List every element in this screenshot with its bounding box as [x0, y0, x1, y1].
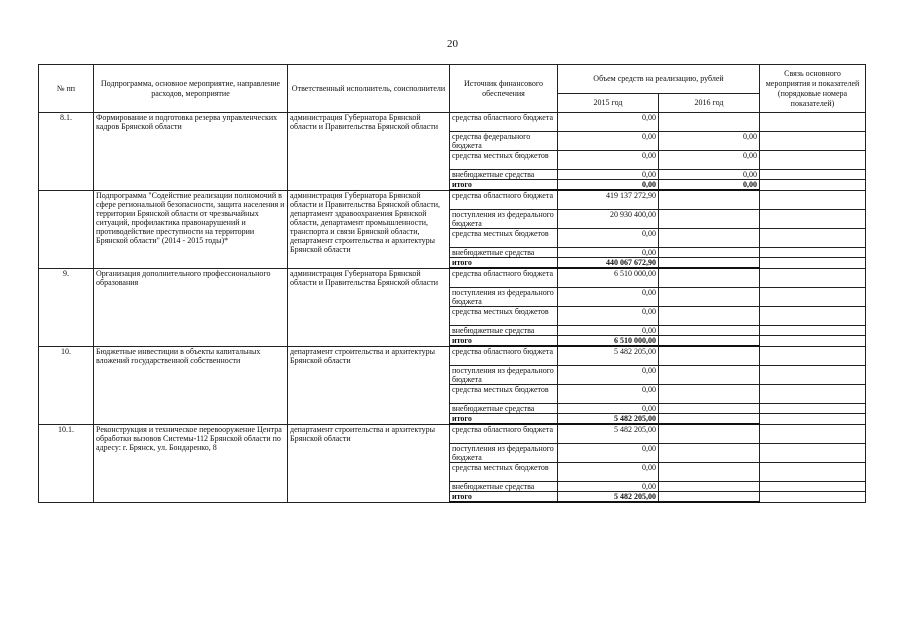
- amount-2016: [659, 258, 760, 269]
- indicator-link: [760, 492, 866, 503]
- amount-2016: [659, 414, 760, 425]
- amount-2016: [659, 113, 760, 132]
- funding-source: поступления из федерального бюджета: [450, 444, 558, 463]
- page-number: 20: [447, 38, 458, 50]
- amount-2015: 5 482 205,00: [558, 492, 659, 503]
- funding-source: итого: [450, 414, 558, 425]
- amount-2016: [659, 492, 760, 503]
- header-volume: Объем средств на реализацию, рублей: [558, 65, 760, 94]
- indicator-link: [760, 180, 866, 191]
- indicator-link: [760, 132, 866, 151]
- item-number: 9.: [39, 268, 94, 346]
- table-row: [39, 268, 866, 288]
- funding-source: средства местных бюджетов: [450, 385, 558, 404]
- indicator-link: [760, 307, 866, 326]
- funding-source: внебюджетные средства: [450, 404, 558, 414]
- indicator-link: [760, 210, 866, 229]
- amount-2016: 0,00: [659, 151, 760, 170]
- funding-source: внебюджетные средства: [450, 326, 558, 336]
- funding-source: итого: [450, 336, 558, 347]
- amount-2016: [659, 307, 760, 326]
- table-row: [39, 424, 866, 444]
- funding-source: средства местных бюджетов: [450, 307, 558, 326]
- amount-2016: [659, 210, 760, 229]
- amount-2015: 0,00: [558, 170, 659, 180]
- funding-source: средства областного бюджета: [450, 424, 558, 444]
- table-row: [39, 346, 866, 366]
- funding-source: средства областного бюджета: [450, 113, 558, 132]
- indicator-link: [760, 258, 866, 269]
- amount-2016: [659, 248, 760, 258]
- indicator-link: [760, 482, 866, 492]
- amount-2016: [659, 268, 760, 288]
- amount-2016: 0,00: [659, 170, 760, 180]
- funding-source: средства местных бюджетов: [450, 463, 558, 482]
- funding-source: итого: [450, 492, 558, 503]
- amount-2015: 6 510 000,00: [558, 336, 659, 347]
- item-number: 8.1.: [39, 113, 94, 191]
- funding-source: средства областного бюджета: [450, 268, 558, 288]
- amount-2016: [659, 482, 760, 492]
- amount-2015: 5 482 205,00: [558, 346, 659, 366]
- amount-2015: 0,00: [558, 229, 659, 248]
- amount-2015: 440 067 672,90: [558, 258, 659, 269]
- header-2015: 2015 год: [558, 94, 659, 113]
- header-program: Подпрограмма, основное мероприятие, направление расходов, мероприятие: [94, 65, 288, 113]
- amount-2016: [659, 463, 760, 482]
- funding-source: внебюджетные средства: [450, 248, 558, 258]
- amount-2015: 0,00: [558, 482, 659, 492]
- amount-2016: [659, 336, 760, 347]
- indicator-link: [760, 366, 866, 385]
- indicator-link: [760, 268, 866, 288]
- funding-source: средства местных бюджетов: [450, 151, 558, 170]
- amount-2015: 419 137 272,90: [558, 190, 659, 210]
- amount-2015: 0,00: [558, 151, 659, 170]
- indicator-link: [760, 326, 866, 336]
- funding-source: внебюджетные средства: [450, 170, 558, 180]
- executor-name: администрация Губернатора Брянской области и Правительства Брянской области: [288, 113, 450, 191]
- amount-2016: [659, 326, 760, 336]
- item-number: 10.: [39, 346, 94, 424]
- executor-name: администрация Губернатора Брянской области и Правительства Брянской области: [288, 268, 450, 346]
- funding-source: средства федерального бюджета: [450, 132, 558, 151]
- indicator-link: [760, 248, 866, 258]
- amount-2016: [659, 366, 760, 385]
- program-name: Организация дополнительного профессионального образования: [94, 268, 288, 346]
- indicator-link: [760, 151, 866, 170]
- indicator-link: [760, 385, 866, 404]
- indicator-link: [760, 190, 866, 210]
- amount-2015: 0,00: [558, 463, 659, 482]
- amount-2015: 0,00: [558, 385, 659, 404]
- funding-source: средства областного бюджета: [450, 346, 558, 366]
- funding-source: поступления из федерального бюджета: [450, 210, 558, 229]
- amount-2015: 0,00: [558, 326, 659, 336]
- amount-2015: 0,00: [558, 113, 659, 132]
- amount-2015: 0,00: [558, 404, 659, 414]
- indicator-link: [760, 229, 866, 248]
- financing-table: [38, 64, 866, 503]
- program-name: Реконструкция и техническое перевооружение Центра обработки вызовов Системы-112 Брянской области по адресу: г. Брянск, ул. Бондаренко, 8: [94, 424, 288, 502]
- funding-source: поступления из федерального бюджета: [450, 288, 558, 307]
- amount-2015: 20 930 400,00: [558, 210, 659, 229]
- amount-2016: [659, 346, 760, 366]
- amount-2015: 0,00: [558, 366, 659, 385]
- amount-2015: 5 482 205,00: [558, 414, 659, 425]
- amount-2016: [659, 288, 760, 307]
- amount-2016: [659, 385, 760, 404]
- header-2016: 2016 год: [659, 94, 760, 113]
- amount-2015: 0,00: [558, 288, 659, 307]
- indicator-link: [760, 113, 866, 132]
- amount-2015: 0,00: [558, 444, 659, 463]
- amount-2016: 0,00: [659, 180, 760, 191]
- indicator-link: [760, 336, 866, 347]
- header-executor: Ответственный исполнитель, соисполнители: [288, 65, 450, 113]
- indicator-link: [760, 288, 866, 307]
- header-link: Связь основного мероприятия и показателей (порядковые номера показателей): [760, 65, 866, 113]
- amount-2016: [659, 229, 760, 248]
- amount-2015: 0,00: [558, 307, 659, 326]
- indicator-link: [760, 346, 866, 366]
- indicator-link: [760, 424, 866, 444]
- amount-2015: 0,00: [558, 180, 659, 191]
- executor-name: департамент строительства и архитектуры Брянской области: [288, 346, 450, 424]
- amount-2016: [659, 444, 760, 463]
- table-row: [39, 190, 866, 210]
- funding-source: итого: [450, 180, 558, 191]
- indicator-link: [760, 463, 866, 482]
- amount-2015: 5 482 205,00: [558, 424, 659, 444]
- funding-source: поступления из федерального бюджета: [450, 366, 558, 385]
- indicator-link: [760, 404, 866, 414]
- funding-source: внебюджетные средства: [450, 482, 558, 492]
- amount-2015: 6 510 000,00: [558, 268, 659, 288]
- amount-2015: 0,00: [558, 248, 659, 258]
- indicator-link: [760, 444, 866, 463]
- funding-source: средства областного бюджета: [450, 190, 558, 210]
- header-num: № пп: [39, 65, 94, 113]
- indicator-link: [760, 414, 866, 425]
- funding-source: итого: [450, 258, 558, 269]
- indicator-link: [760, 170, 866, 180]
- item-number: 10.1.: [39, 424, 94, 502]
- amount-2016: [659, 404, 760, 414]
- executor-name: администрация Губернатора Брянской области и Правительства Брянской области, департамент здравоохранения Брянской области, департамент промышленности, транспорта и связи Брянской области, департамент строительства и архитектуры Брянской области: [288, 190, 450, 268]
- amount-2016: [659, 424, 760, 444]
- header-source: Источник финансового обеспечения: [450, 65, 558, 113]
- funding-source: средства местных бюджетов: [450, 229, 558, 248]
- executor-name: департамент строительства и архитектуры Брянской области: [288, 424, 450, 502]
- table-row: [39, 113, 866, 132]
- table-body: [39, 113, 866, 503]
- program-name: Формирование и подготовка резерва управленческих кадров Брянской области: [94, 113, 288, 191]
- program-name: Подпрограмма "Содействие реализации полномочий в сфере региональной безопасности, защита населения и территории Брянской области от чрезвычайных ситуаций, профилактика правонарушений и противодействие преступности на территории Брянской области" (2014 - 2015 годы)*: [94, 190, 288, 268]
- amount-2015: 0,00: [558, 132, 659, 151]
- amount-2016: 0,00: [659, 132, 760, 151]
- program-name: Бюджетные инвестиции в объекты капитальных вложений государственной собственности: [94, 346, 288, 424]
- item-number: [39, 190, 94, 268]
- amount-2016: [659, 190, 760, 210]
